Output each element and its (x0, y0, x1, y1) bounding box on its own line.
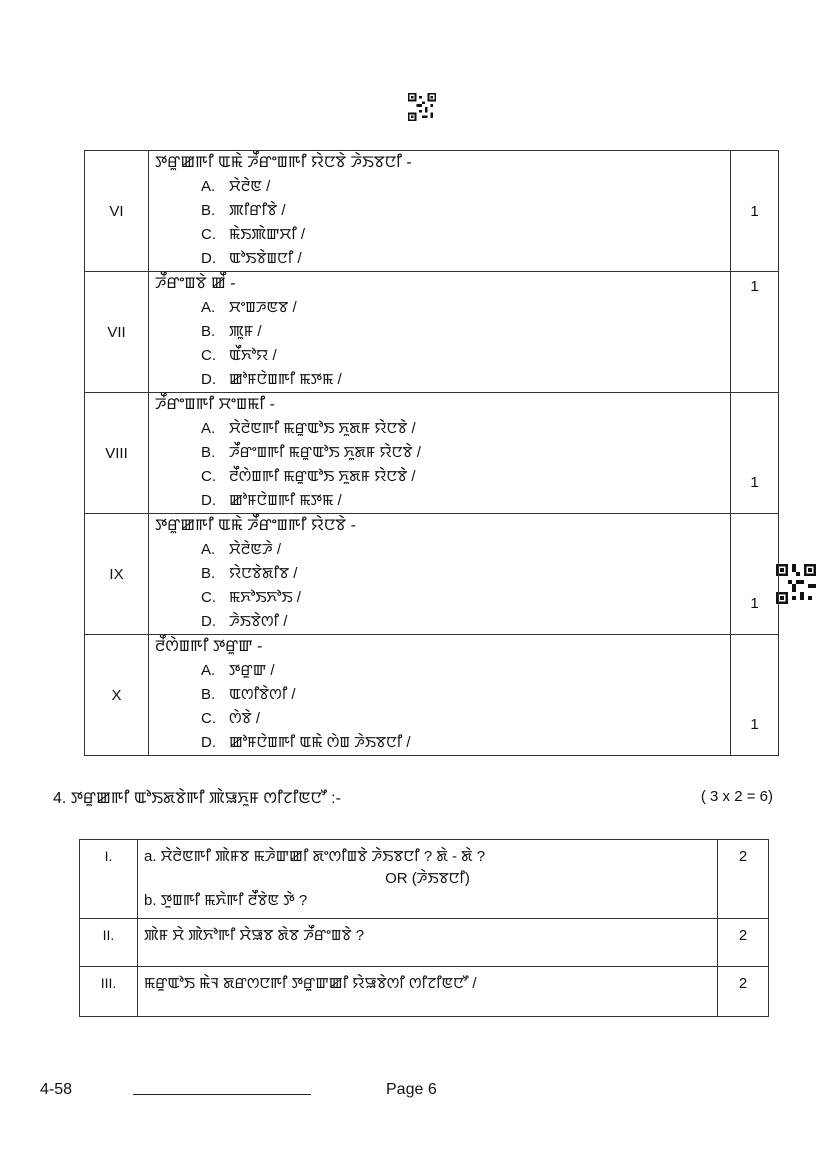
marks-cell: 1 (731, 514, 779, 635)
option-text: ꯄꯨꯝ / (229, 323, 262, 340)
option-letter: D. (201, 492, 216, 509)
option-item (155, 731, 724, 755)
short-answer-table (79, 839, 769, 1017)
section-4-marks: ( 3 x 2 = 6) (700, 788, 773, 805)
question-number: VIII (85, 393, 149, 514)
option-item (155, 417, 724, 441)
qr-code-icon (776, 564, 816, 604)
option-text: ꯍꯥꯏꯕꯥꯁꯤ / (229, 613, 288, 630)
option-item (155, 368, 724, 392)
option-text: ꯆꯦꯡꯍꯟꯕ / (229, 299, 297, 316)
question-text (138, 840, 718, 919)
question-body (149, 514, 731, 635)
option-text: ꯆꯥꯂꯥꯟꯒꯤ ꯃꯔꯨꯑꯣꯏ ꯈꯨꯗꯝ ꯌꯥꯅꯕꯥ / (229, 420, 416, 437)
option-letter: B. (201, 444, 216, 461)
marks-cell: 1 (731, 393, 779, 514)
or-separator: OR (ꯍꯥꯏꯕꯅꯤ) (385, 870, 470, 887)
question-text: ꯇꯔꯨꯀꯒꯤ ꯑꯃꯥ ꯍꯩꯔꯦꯡꯒꯤ ꯌꯥꯅꯕꯥ ꯍꯥꯏꯕꯅꯤ - (155, 154, 412, 171)
question-text: ꯇꯔꯨꯀꯒꯤ ꯑꯃꯥ ꯍꯩꯔꯦꯡꯒꯤ ꯌꯥꯅꯕꯥ - (155, 517, 356, 534)
option-letter: C. (201, 589, 216, 606)
question-number: II. (80, 919, 138, 967)
option-item (155, 707, 724, 731)
option-text: ꯆꯥꯂꯥꯟ / (229, 178, 271, 195)
option-letter: D. (201, 734, 216, 751)
marks-cell: 1 (731, 272, 779, 393)
question-number: VII (85, 272, 149, 393)
option-letter: D. (201, 371, 216, 388)
option-text: ꯑꯣꯏꯕꯥꯡꯅꯤ / (229, 250, 302, 267)
page-number: Page 6 (386, 1081, 437, 1098)
option-item (155, 344, 724, 368)
table-row (85, 514, 779, 635)
option-text: ꯑꯁꯤꯕꯥꯁꯤ / (229, 686, 296, 703)
option-letter: A. (201, 662, 216, 679)
option-item (155, 489, 724, 513)
question-number: III. (80, 967, 138, 1017)
option-item (155, 610, 724, 634)
option-letter: D. (201, 613, 216, 630)
option-item (155, 538, 724, 562)
option-letter: D. (201, 250, 216, 267)
marks-cell: 2 (718, 840, 769, 919)
question-text: ꯍꯩꯔꯦꯡꯕꯥ ꯀꯩ - (155, 275, 236, 292)
option-item (155, 247, 724, 271)
qr-code-icon (407, 93, 437, 121)
option-text: ꯍꯩꯔꯦꯡꯒꯤ ꯃꯔꯨꯑꯣꯏ ꯈꯨꯗꯝ ꯌꯥꯅꯕꯥ / (229, 444, 421, 461)
option-letter: C. (201, 710, 216, 727)
mcq-table (84, 150, 779, 756)
option-text: ꯇꯔꯨꯛ / (229, 662, 275, 679)
option-letter: C. (201, 226, 216, 243)
table-row (85, 393, 779, 514)
option-text: ꯁꯥꯕꯥ / (229, 710, 261, 727)
table-row (80, 840, 769, 919)
option-item (155, 320, 724, 344)
question-body (149, 393, 731, 514)
table-row (80, 967, 769, 1017)
question-number: X (85, 635, 149, 756)
option-letter: C. (201, 468, 216, 485)
marks-cell: 2 (718, 919, 769, 967)
option-text: ꯄꯤꯔꯤꯕꯥ / (229, 202, 286, 219)
option-text: ꯑꯩꯈꯣꯌ / (229, 347, 277, 364)
option-item (155, 296, 724, 320)
table-row (85, 151, 779, 272)
option-letter: C. (201, 347, 216, 364)
question-body (149, 151, 731, 272)
option-item (155, 659, 724, 683)
question-body (149, 272, 731, 393)
question-text: ꯂꯩꯁꯥꯡꯒꯤ ꯇꯔꯨꯛ - (155, 638, 263, 655)
question-line: ꯃꯔꯨꯑꯣꯏ ꯃꯥꯜ ꯗꯔꯁꯅꯒꯤ ꯇꯔꯨꯛꯀꯤ ꯌꯥꯎꯕꯥꯁꯤ ꯁꯤꯖꯤꯟꯅꯧ / (144, 975, 477, 992)
question-text (138, 919, 718, 967)
option-text: ꯆꯥꯂꯥꯟꯍꯥ / (229, 541, 282, 558)
question-number: I. (80, 840, 138, 919)
option-item (155, 465, 724, 489)
table-row (85, 635, 779, 756)
footer-divider (133, 1094, 311, 1095)
option-letter: A. (201, 178, 216, 195)
question-body (149, 635, 731, 756)
option-text: ꯀꯣꯝꯅꯥꯡꯒꯤ ꯑꯃꯥ ꯁꯥꯡ ꯍꯥꯏꯕꯅꯤ / (229, 734, 411, 751)
section-4-heading (53, 787, 773, 809)
option-text: ꯂꯩꯁꯥꯡꯒꯤ ꯃꯔꯨꯑꯣꯏ ꯈꯨꯗꯝ ꯌꯥꯅꯕꯥ / (229, 468, 416, 485)
option-letter: B. (201, 202, 216, 219)
question-number: VI (85, 151, 149, 272)
option-text: ꯃꯥꯏꯄꯥꯛꯆꯤ / (229, 226, 306, 243)
option-item (155, 683, 724, 707)
question-line: a. ꯆꯥꯂꯥꯟꯒꯤ ꯄꯥꯝꯕ ꯃꯍꯥꯛꯀꯤ ꯗꯦꯁꯤꯡꯕꯥ ꯍꯥꯏꯕꯅꯤ ? ꯗꯥ - ꯗꯥ ? (144, 848, 486, 865)
option-text: ꯀꯣꯝꯅꯥꯡꯒꯤ ꯃꯇꯃ / (229, 371, 342, 388)
option-item (155, 223, 724, 247)
question-number: IX (85, 514, 149, 635)
option-text: ꯌꯥꯅꯕꯥꯗꯤꯕ / (229, 565, 298, 582)
option-item (155, 199, 724, 223)
option-text: ꯀꯣꯝꯅꯥꯡꯒꯤ ꯃꯇꯃ / (229, 492, 342, 509)
option-letter: B. (201, 686, 216, 703)
option-letter: B. (201, 323, 216, 340)
marks-cell: 2 (718, 967, 769, 1017)
option-letter: A. (201, 541, 216, 558)
question-line: b. ꯇꯨꯡꯒꯤ ꯃꯈꯥꯒꯤ ꯂꯩꯕꯥꯟ ꯇꯥ ? (144, 892, 308, 909)
option-item (155, 441, 724, 465)
question-text (138, 967, 718, 1017)
paper-code: 4-58 (40, 1081, 73, 1098)
question-text: ꯍꯩꯔꯦꯡꯒꯤ ꯆꯦꯡꯃꯤ - (155, 396, 275, 413)
option-text: ꯃꯈꯣꯏꯈꯣꯏ / (229, 589, 301, 606)
option-letter: B. (201, 565, 216, 582)
option-letter: A. (201, 420, 216, 437)
option-letter: A. (201, 299, 216, 316)
option-item (155, 175, 724, 199)
marks-cell: 1 (731, 151, 779, 272)
question-line: ꯄꯥꯝ ꯆꯥ ꯄꯥꯈꯣꯒꯤ ꯆꯥꯎꯕ ꯗꯥꯕ ꯍꯩꯔꯦꯡꯕꯥ ? (144, 927, 365, 944)
section-4-title: 4. ꯇꯔꯨꯀꯒꯤ ꯑꯣꯏꯗꯕꯥꯒꯤ ꯄꯥꯎꯈꯨꯝ ꯁꯤꯖꯤꯟꯅꯧ :- (53, 790, 341, 807)
marks-cell: 1 (731, 635, 779, 756)
option-item (155, 586, 724, 610)
option-item (155, 562, 724, 586)
table-row (85, 272, 779, 393)
table-row (80, 919, 769, 967)
